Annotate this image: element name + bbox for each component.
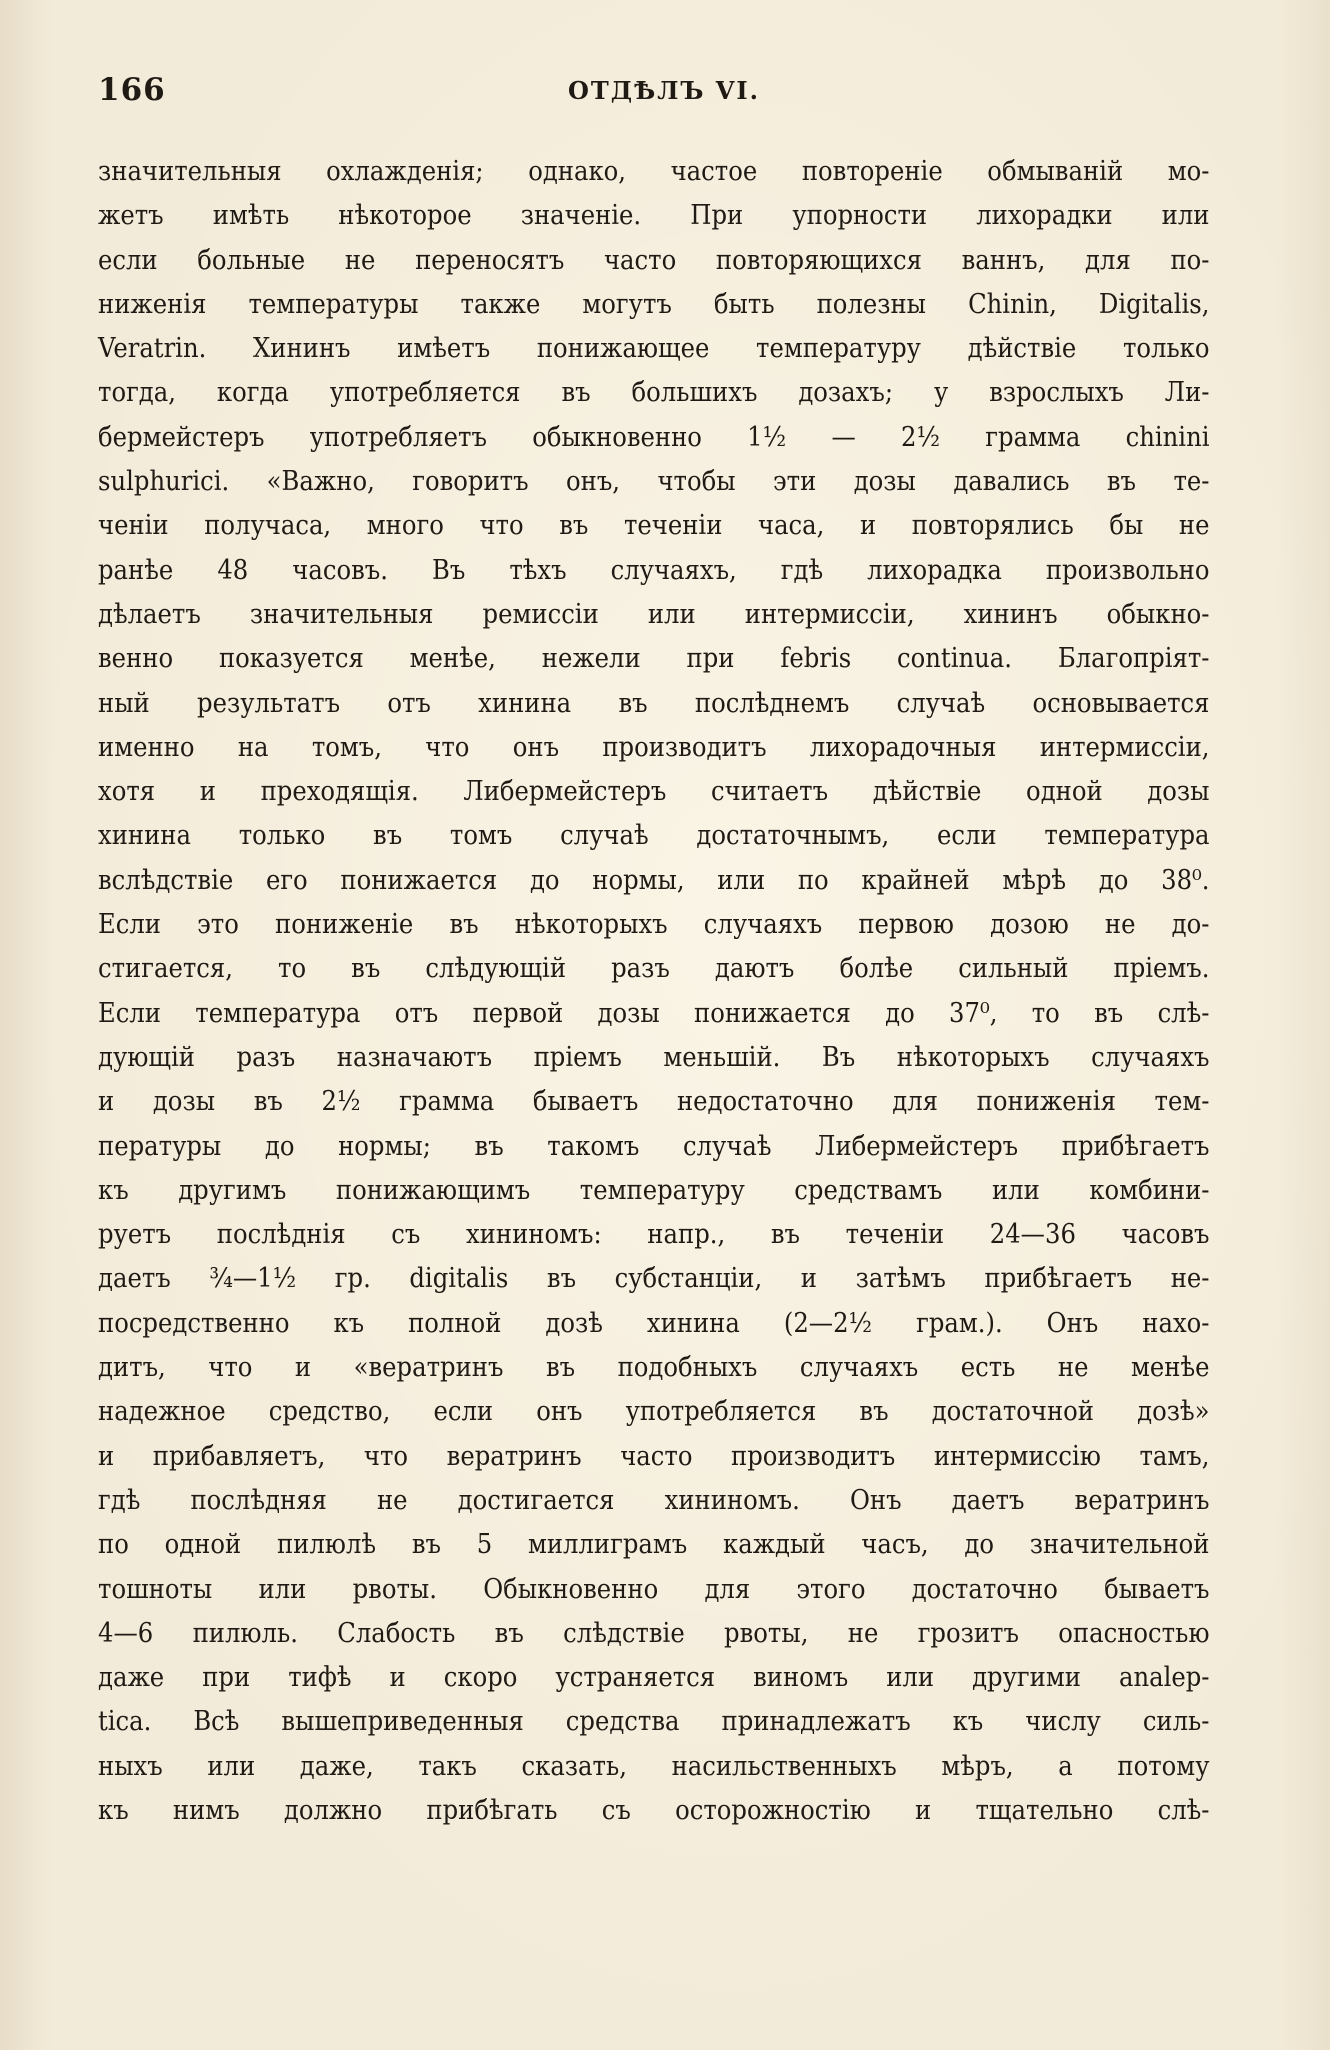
text-line: sulphurici. «Важно, говоритъ онъ, чтобы эти дозы давались въ те- [98, 466, 1210, 498]
text-line: гдѣ послѣдняя не достигается хининомъ. Онъ даетъ вератринъ [98, 1484, 1210, 1516]
text-line: если больные не переносятъ часто повторяющихся ваннъ, для по- [98, 244, 1210, 276]
text-line: именно на томъ, что онъ производитъ лихорадочныя интермиссіи, [98, 731, 1210, 763]
text-line: хотя и преходящія. Либермейстеръ считаетъ дѣйствіе одной дозы [98, 776, 1210, 808]
text-line: посредственно къ полной дозѣ хинина (2—2½ грам.). Онъ нахо- [98, 1307, 1210, 1339]
text-line: и дозы въ 2½ грамма бываетъ недостаточно для пониженія тем- [98, 1086, 1210, 1118]
text-line: ный результатъ отъ хинина въ послѣднемъ случаѣ основывается [98, 687, 1210, 719]
text-line: значительныя охлажденія; однако, частое повтореніе обмываній мо- [98, 156, 1210, 187]
text-line: tica. Всѣ вышеприведенныя средства принадлежатъ къ числу силь- [98, 1706, 1210, 1738]
text-line: пературы до нормы; въ такомъ случаѣ Либермейстеръ прибѣгаетъ [98, 1130, 1210, 1162]
text-line: стигается, то въ слѣдующій разъ даютъ болѣе сильный пріемъ. [98, 953, 1210, 985]
text-line: даетъ ¾—1½ гр. digitalis въ субстанціи, и затѣмъ прибѣгаетъ не- [98, 1263, 1210, 1295]
text-line: ниженія температуры также могутъ быть полезны Chinin, Digitalis, [98, 288, 1210, 320]
text-line: къ нимъ должно прибѣгать съ осторожностію и тщательно слѣ- [98, 1794, 1210, 1826]
text-line: ныхъ или даже, такъ сказать, насильственныхъ мѣръ, а потому [98, 1750, 1210, 1782]
body-text [98, 150, 1210, 1833]
text-line: къ другимъ понижающимъ температуру средствамъ или комбини- [98, 1174, 1210, 1206]
text-line: дитъ, что и «вератринъ въ подобныхъ случаяхъ есть не менѣе [98, 1352, 1210, 1384]
text-line: руетъ послѣднія съ хининомъ: напр., въ теченіи 24—36 часовъ [98, 1219, 1210, 1251]
text-line: венно показуется менѣе, нежели при febris continua. Благопріят- [98, 643, 1210, 675]
text-line: тогда, когда употребляется въ большихъ дозахъ; у взрослыхъ Ли- [98, 377, 1210, 409]
text-line: и прибавляетъ, что вератринъ часто производитъ интермиссію тамъ, [98, 1440, 1210, 1472]
text-line: 4—6 пилюль. Слабость въ слѣдствіе рвоты, не грозитъ опасностью [98, 1617, 1210, 1649]
text-line: ранѣе 48 часовъ. Въ тѣхъ случаяхъ, гдѣ лихорадка произвольно [98, 554, 1210, 586]
text-line: дующій разъ назначаютъ пріемъ меньшій. Въ нѣкоторыхъ случаяхъ [98, 1041, 1210, 1073]
text-line: ченіи получаса, много что въ теченіи часа, и повторялись бы не [98, 510, 1210, 542]
text-line: надежное средство, если онъ употребляется въ достаточной дозѣ» [98, 1396, 1210, 1428]
text-line: Если это пониженіе въ нѣкоторыхъ случаяхъ первою дозою не до- [98, 909, 1210, 941]
text-line: вслѣдствіе его понижается до нормы, или по крайней мѣрѣ до 38⁰. [98, 864, 1210, 896]
text-line: жетъ имѣть нѣкоторое значеніе. При упорности лихорадки или [98, 200, 1210, 232]
text-line: Если температура отъ первой дозы понижается до 37⁰, то въ слѣ- [98, 997, 1210, 1029]
page-number: 166 [98, 72, 166, 108]
page-header [98, 72, 1210, 114]
text-line: тошноты или рвоты. Обыкновенно для этого достаточно бываетъ [98, 1573, 1210, 1605]
running-head: ОТДѢЛЪ VI. [568, 76, 760, 105]
text-line: бермейстеръ употребляетъ обыкновенно 1½ — 2½ грамма chinini [98, 421, 1210, 453]
text-line: дѣлаетъ значительныя ремиссіи или интермиссіи, хининъ обыкно- [98, 598, 1210, 630]
text-line: Veratrin. Хининъ имѣетъ понижающее температуру дѣйствіе только [98, 333, 1210, 365]
text-line: хинина только въ томъ случаѣ достаточнымъ, если температура [98, 820, 1210, 852]
text-line: по одной пилюлѣ въ 5 миллиграмъ каждый часъ, до значительной [98, 1529, 1210, 1561]
text-line: даже при тифѣ и скоро устраняется виномъ или другими analep- [98, 1662, 1210, 1694]
